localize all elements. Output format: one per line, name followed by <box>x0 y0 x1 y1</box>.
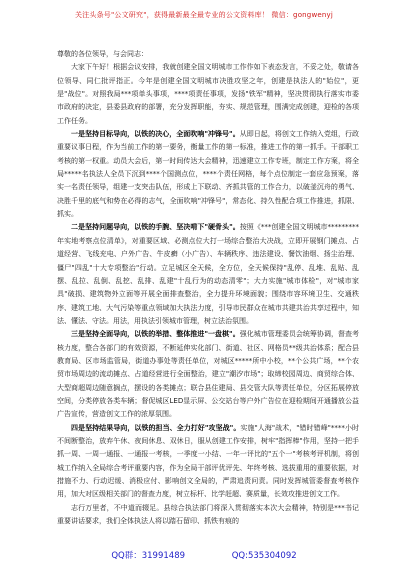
section-1-heading: 一是坚持目标导向，以铁的决心，全面吹响"冲锋号"。 <box>71 130 240 139</box>
section-2-body: 按照《***创建全国文明城市*********年实地考察点位清单》，对重要区域、必测点位大打一场综合整治大决战，立即开展钢门摊点、占道经营、飞线充电、户外广告、牛皮癣（小广告）、车辆秩序、违法建设、餐饮油烟、扬尘治理、僵尸"四乱"十大专项整治"行动。立足城区全天候，全方位，全天候保持"乱停、乱堆、乱贴、乱摆、乱拉、乱倒、乱挖、乱排、乱建"十乱行为的动态清零"；大力实施"城市体检"，对"城市家具"破损、建筑物外立面等开展全面排查整治，全力提升环境面貌；围绕市容环境卫生、交通秩序、建筑工地、大气污染等重点领域加大执法力度，引导市民群众在城市共建共治共享过程中，知法、懂法、守法。用法，用执法引领城市管理，树立法治氛围。 <box>57 223 360 325</box>
section-3-heading: 三是坚持全面导向，以铁的举措、整体推进"一盘棋"。 <box>71 330 240 339</box>
promo-banner: 关注头条号"公文研究"，获得最新最全最专业的公文资料库！ 微信：gongwenyj <box>74 11 334 19</box>
greeting: 尊敬的各位领导，与会同志： <box>57 50 148 58</box>
section-1-paragraph <box>57 128 359 221</box>
speech-document <box>57 48 359 528</box>
section-4-body: 实施"人海"战术，"错时错峰"****小时不间断整治，放弃午休、夜间休息、双休日，服从创建工作安排，树牢"指挥棒"作用，坚持一把手抓一周、一周一通报、一通报一考核，一季度一小结、一年一评比的"五个一"考核考评机制，将创城工作纳入全局综合考评重要内容，作为全局干部评优评先、年终考核、选拔重用的重要依据，对措施不力、行动迟缓、消极应付、影响创文全局的，严肃追责问责。同时发挥城管委督查考核作用，加大对区级相关部门的督查力度，树立标杆、比学赶超、赛质量，长效攻推进创文工作。 <box>57 423 359 499</box>
section-2-paragraph <box>57 221 359 328</box>
qq-group: QQ群：31991489 <box>111 551 186 561</box>
section-2-heading: 二是坚持问题导向，以铁的手腕、坚决啃下"硬骨头"。 <box>71 223 240 232</box>
section-4-paragraph <box>57 422 359 502</box>
section-3-paragraph <box>57 328 359 421</box>
qq-number: QQ:535304092 <box>231 551 297 561</box>
section-3-body: 强化城市管理委员会统筹协调，督查考核力度，整合各部门的有效资源，不断延伸实化部门、街道、社区、网格员**级共治体系；配合县教育局、区市场监管局，街道办事处等责任单位，对城区*****所中小校，**个公共广场，**个农贸市场周边的流动摊点、占道经营进行全面整治，建立"潮汐市场"；取缔校园周边、商贸综合体、大型商超周边随意搁点，摆设的各类摊点；联合县住建局、县交管大队等责任单位，分区拓展停放空间，分类停放各类车辆；督促城区LED显示屏、公交站台等户外广告位在迎检期间开通播放公益广告宣传，营造创文工作的浓厚氛围。 <box>57 330 360 419</box>
opening-paragraph: 大家下午好！根据会议安排，我就创建全国文明城市工作作如下表态发言，不妥之处，敬请各位领导、同仁批评指正。今年是创建全国文明城市决胜攻坚之年，创建是执法人的"始位"，更是"战位"。对照我局***项单头事项，****项责任事项，发扬"铁军"精神，坚决贯彻执行落实市委市政府的决定，县委县政府的部署，充分发挥职能，夯实、规范管理，围满完成创建，迎检的各项工作任务。 <box>57 63 359 125</box>
section-4-heading: 四是坚持结果导向，以铁的担当、全力打好"攻坚战"。 <box>71 423 241 432</box>
contact-footer <box>0 549 408 561</box>
section-1-body: 从即日起，将创文工作纳入党组，行政重要议事日程，作为当前工作的第一要务，衡量工作的第一标准，推进工作的第一抓手。干部职工考核的第一权重。动员大会后，第一时间传达大会精神，迅速建立工作专班，制定工作方案，将全局*****名执法人全员下沉到****个国测点位，****个责任网格，每个点位制定一套应急预案，落实一名责任领导，组建一支突击队伍，形成上下联动、齐抓共管的工作合力，以破釜沉舟的勇气、决胜千里的底气和势在必得的志气，全面吹响"冲锋号"，常态化、持久性配合项工作推进，抓限、抓实。 <box>57 130 360 219</box>
closing-paragraph: 志行万里者，不中道而辍足。县综合执法部门将深入贯彻落实本次大会精神，特别是***书记重要讲话要求，我们全体执法人将以踏石留印、抓铁有痕的 <box>57 503 359 526</box>
